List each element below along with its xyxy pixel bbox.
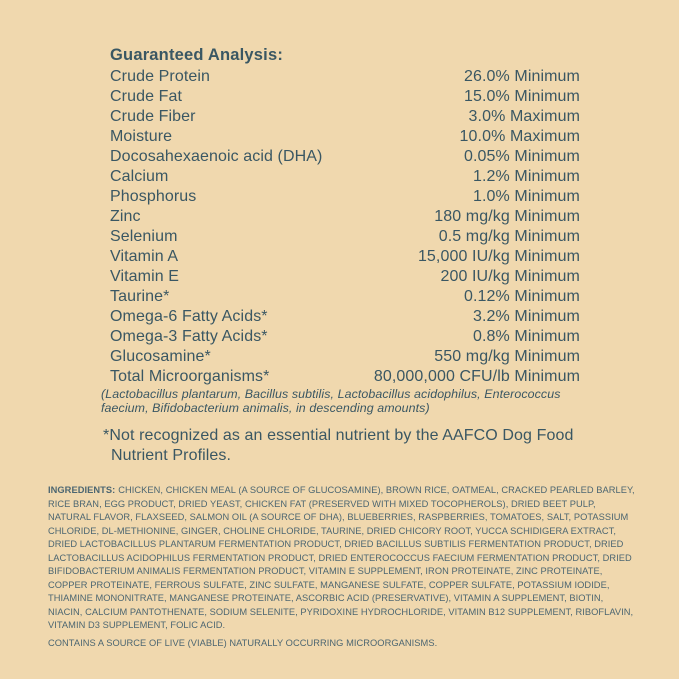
nutrient-value: 15.0% Minimum <box>463 88 580 105</box>
analysis-row-total-microorganisms <box>110 367 580 387</box>
microorganisms-species-note: (Lactobacillus plantarum, Bacillus subtilis, Lactobacillus acidophilus, Enterococcus faecium, Bifidobacterium animalis, in descending amounts) <box>101 387 561 415</box>
analysis-row-crude-fiber <box>110 107 580 127</box>
nutrient-name: Phosphorus <box>110 188 197 205</box>
ingredients-list: CHICKEN, CHICKEN MEAL (A SOURCE OF GLUCOSAMINE), BROWN RICE, OATMEAL, CRACKED PEARLED BARLEY, RICE BRAN, EGG PRODUCT, DRIED YEAST, CHICKEN FAT (PRESERVED WITH MIXED TOCOPHEROLS), DRIED BEET PULP, NATURAL FLAVOR, FLAXSEED, SALMON OIL (A SOURCE OF DHA), BLUEBERRIES, RASPBERRIES, TOMATOES, SALT, POTASSIUM CHLORIDE, DL-METHIONINE, GINGER, CHOLINE CHLORIDE, TAURINE, DRIED CHICORY ROOT, YUCCA SCHIDIGERA EXTRACT, DRIED LACTOBACILLUS PLANTARUM FERMENTATION PRODUCT, DRIED BACILLUS SUBTILIS FERMENTATION PRODUCT, DRIED LACTOBACILLUS ACIDOPHILUS FERMENTATION PRODUCT, DRIED ENTEROCOCCUS FAECIUM FERMENTATION PRODUCT, DRIED BIFIDOBACTERIUM ANIMALIS FERMENTATION PRODUCT, VITAMIN E SUPPLEMENT, IRON PROTEINATE, ZINC PROTEINATE, COPPER PROTEINATE, FERROUS SULFATE, ZINC SULFATE, MANGANESE SULFATE, COPPER SULFATE, POTASSIUM IODIDE, THIAMINE MONONITRATE, MANGANESE PROTEINATE, ASCORBIC ACID (PRESERVATIVE), VITAMIN A SUPPLEMENT, BIOTIN, NIACIN, CALCIUM PANTOTHENATE, SODIUM SELENITE, PYRIDOXINE HYDROCHLORIDE, VITAMIN B12 SUPPLEMENT, RIBOFLAVIN, VITAMIN D3 SUPPLEMENT, FOLIC ACID. <box>48 485 635 630</box>
nutrient-name: Docosahexaenoic acid (DHA) <box>110 148 323 165</box>
analysis-row-zinc <box>110 207 580 227</box>
nutrient-value: 1.0% Minimum <box>472 188 580 205</box>
nutrient-value: 3.0% Maximum <box>468 108 580 125</box>
guaranteed-analysis-section <box>110 45 580 387</box>
nutrient-name: Selenium <box>110 228 178 245</box>
nutrient-value: 26.0% Minimum <box>463 68 580 85</box>
analysis-row-vitamin-e <box>110 267 580 287</box>
nutrient-name: Total Microorganisms* <box>110 368 270 385</box>
analysis-row-selenium <box>110 227 580 247</box>
ingredients-label: INGREDIENTS: <box>48 485 116 495</box>
analysis-row-omega-6 <box>110 307 580 327</box>
analysis-row-glucosamine <box>110 347 580 367</box>
nutrient-value: 80,000,000 CFU/lb Minimum <box>373 368 580 385</box>
ingredients-section <box>48 484 636 650</box>
nutrient-value: 550 mg/kg Minimum <box>434 348 580 365</box>
analysis-row-moisture <box>110 127 580 147</box>
nutrient-name: Calcium <box>110 168 169 185</box>
nutrient-name: Crude Protein <box>110 68 211 85</box>
nutrient-value: 200 IU/kg Minimum <box>440 268 580 285</box>
nutrient-name: Crude Fiber <box>110 108 196 125</box>
nutrient-name: Omega-6 Fatty Acids* <box>110 308 268 325</box>
nutrient-name: Omega-3 Fatty Acids* <box>110 328 268 345</box>
aafco-footnote: *Not recognized as an essential nutrient by the AAFCO Dog Food Nutrient Profiles. <box>103 427 574 464</box>
nutrient-name: Moisture <box>110 128 173 145</box>
nutrient-value: 0.5 mg/kg Minimum <box>438 228 580 245</box>
analysis-row-omega-3 <box>110 327 580 347</box>
nutrient-value: 10.0% Maximum <box>459 128 580 145</box>
analysis-row-crude-protein <box>110 67 580 87</box>
nutrient-name: Vitamin A <box>110 248 179 265</box>
nutrient-name: Glucosamine* <box>110 348 211 365</box>
analysis-row-crude-fat <box>110 87 580 107</box>
contains-statement: CONTAINS A SOURCE OF LIVE (VIABLE) NATURALLY OCCURRING MICROORGANISMS. <box>48 637 438 648</box>
nutrient-value: 0.8% Minimum <box>472 328 580 345</box>
nutrient-name: Zinc <box>110 208 141 225</box>
nutrient-value: 15,000 IU/kg Minimum <box>417 248 580 265</box>
nutrient-value: 1.2% Minimum <box>472 168 580 185</box>
nutrient-value: 0.05% Minimum <box>463 148 580 165</box>
ingredients-paragraph <box>48 484 636 633</box>
analysis-row-taurine <box>110 287 580 307</box>
guaranteed-analysis-heading: Guaranteed Analysis: <box>110 46 284 64</box>
analysis-row-dha <box>110 147 580 167</box>
nutrient-name: Vitamin E <box>110 268 180 285</box>
nutrient-value: 3.2% Minimum <box>472 308 580 325</box>
analysis-row-calcium <box>110 167 580 187</box>
nutrient-value: 180 mg/kg Minimum <box>434 208 580 225</box>
nutrient-value: 0.12% Minimum <box>463 288 580 305</box>
analysis-row-phosphorus <box>110 187 580 207</box>
nutrient-name: Crude Fat <box>110 88 183 105</box>
analysis-row-vitamin-a <box>110 247 580 267</box>
nutrient-name: Taurine* <box>110 288 170 305</box>
